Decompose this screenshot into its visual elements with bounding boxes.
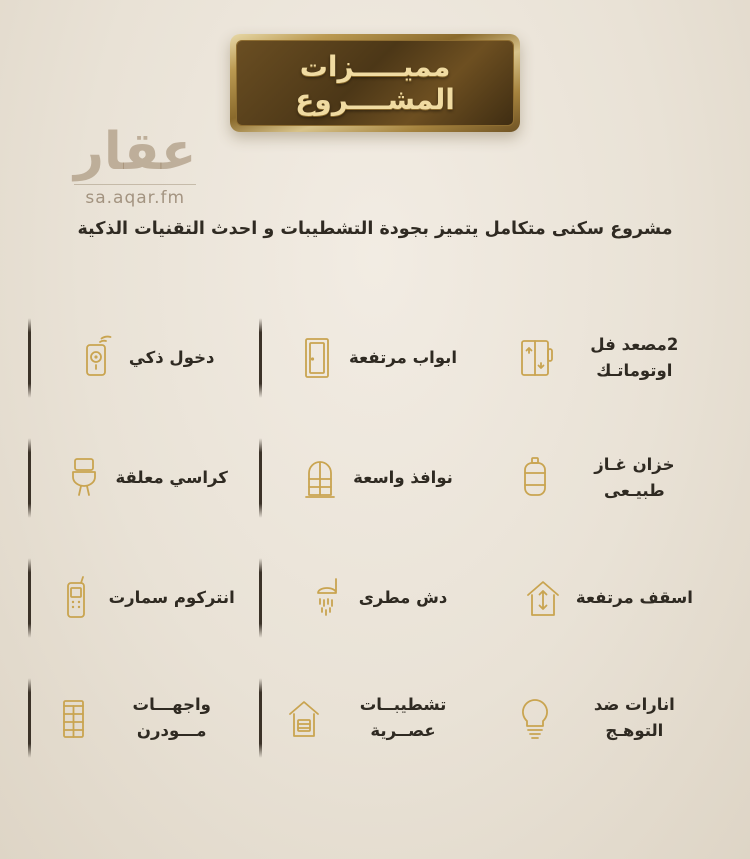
subtitle-text: مشروع سكنى متكامل يتميز بجودة التشطيبات و احدث التقنيات الذكية [77,219,673,239]
feature-label: انارات ضد التوهـج [593,694,675,740]
feature-item-high-ceilings [491,540,722,656]
rain-shower-icon [303,571,349,625]
intercom-icon [53,571,99,625]
title-plaque-wrapper [0,34,750,132]
title-plaque-frame [230,34,520,132]
title-line-2: المشــــروع [295,83,455,116]
feature-item-doors [259,300,490,416]
facade-icon [50,691,96,745]
window-icon [297,451,343,505]
feature-item-wall-hung-toilet [28,420,259,536]
feature-label: اسقف مرتفعة [575,587,693,607]
features-grid [28,300,722,776]
modern-finish-icon [281,691,327,745]
feature-item-gas-tank [491,420,722,536]
feature-item-modern-facades [28,660,259,776]
feature-label: انتركوم سمارت [108,587,235,607]
watermark-domain: sa.aqar.fm [74,184,196,208]
feature-label: نوافذ واسعة [353,467,453,487]
feature-label: دخول ذكي [128,347,215,367]
feature-label: كراسي معلقة [115,467,228,487]
toilet-icon [60,451,106,505]
feature-label: 2مصعد فل اوتوماتـك [590,334,679,380]
feature-item-rain-shower [259,540,490,656]
watermark [74,122,197,208]
feature-label: ابواب مرتفعة [348,347,458,367]
door-icon [293,331,339,385]
feature-label: واجهـــات مـــودرن [132,694,211,740]
high-ceiling-icon [520,571,566,625]
title-plaque-inner [236,40,514,126]
feature-item-windows [259,420,490,536]
feature-item-elevator [491,300,722,416]
feature-label: دش مطرى [358,587,448,607]
feature-label: خزان غـاز طبيـعى [594,454,675,500]
lightbulb-icon [512,691,558,745]
feature-item-antiglare-lighting [491,660,722,776]
title-line-1: مميـــــزات [299,49,451,83]
smart-lock-icon [73,331,119,385]
elevator-icon [512,331,558,385]
watermark-logo-text: عقار [74,122,197,182]
feature-label: تشطيبــات عصــرية [359,694,447,740]
gas-tank-icon [512,451,558,505]
feature-item-smart-intercom [28,540,259,656]
feature-item-modern-finishes [259,660,490,776]
feature-item-smart-entry [28,300,259,416]
